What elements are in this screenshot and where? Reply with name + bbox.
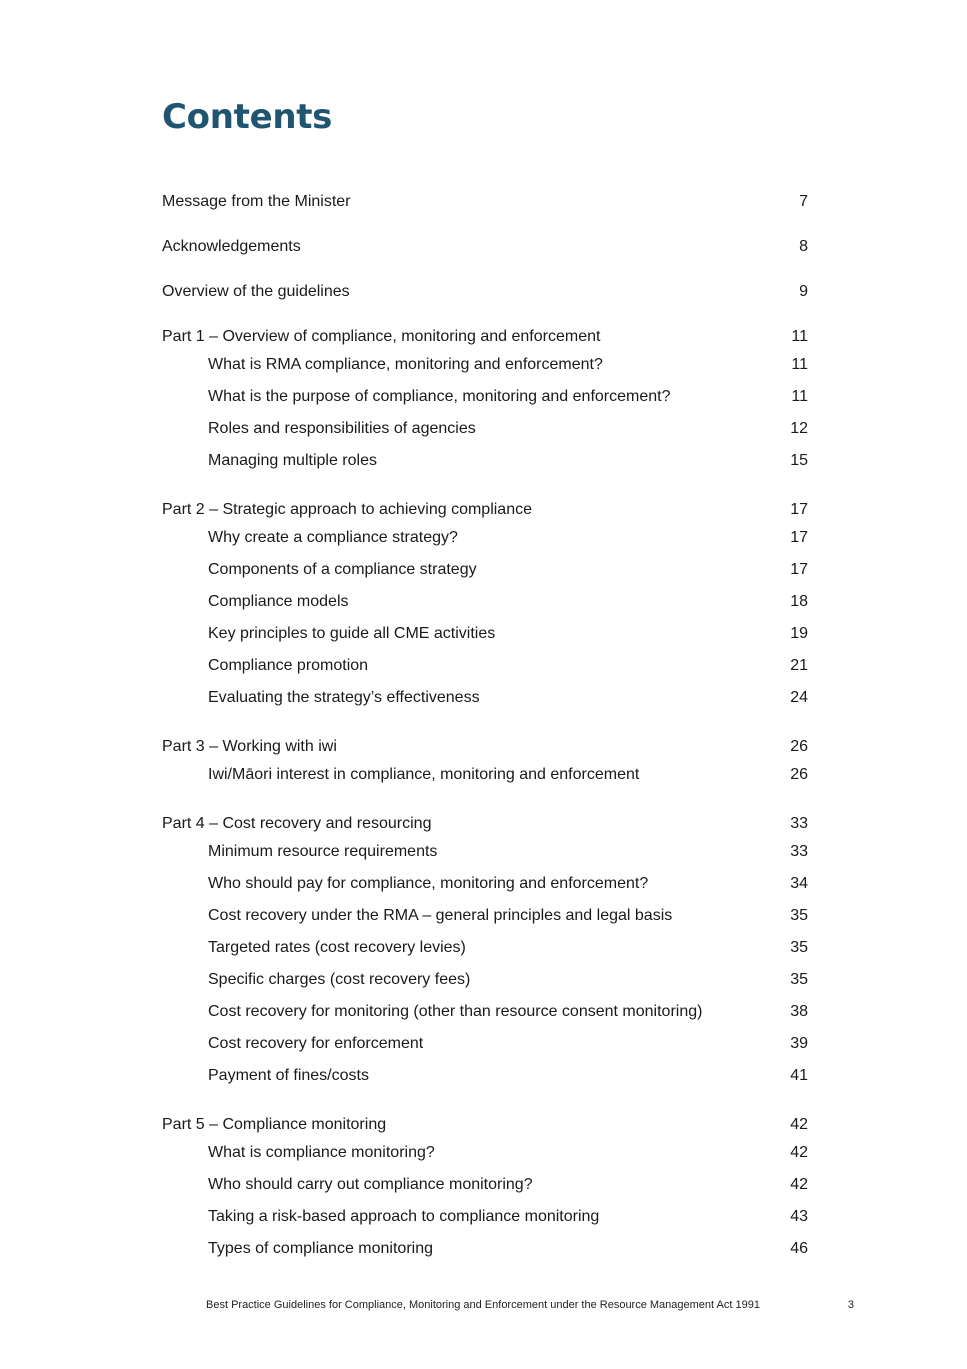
toc-entry-label: Managing multiple roles (208, 452, 377, 469)
toc-entry-page: 26 (790, 738, 808, 755)
table-of-contents (162, 186, 808, 1265)
toc-entry[interactable] (162, 186, 808, 218)
toc-entry-page: 42 (790, 1176, 808, 1193)
toc-entry-page: 12 (790, 420, 808, 437)
toc-entry-label: Iwi/Māori interest in compliance, monitoring and enforcement (208, 766, 640, 783)
toc-entry-page: 24 (790, 689, 808, 706)
toc-entry-label: Part 3 – Working with iwi (162, 738, 337, 755)
toc-sub-entry[interactable] (162, 900, 808, 932)
toc-entry-label: Message from the Minister (162, 193, 351, 210)
toc-sub-entry[interactable] (162, 586, 808, 618)
toc-entry-label: Cost recovery for monitoring (other than resource consent monitoring) (208, 1003, 703, 1020)
toc-entry-page: 42 (790, 1144, 808, 1161)
toc-sub-entry[interactable] (162, 932, 808, 964)
toc-sub-entry[interactable] (162, 996, 808, 1028)
toc-entry-page: 42 (790, 1116, 808, 1133)
toc-part-heading[interactable] (162, 494, 808, 522)
toc-entry[interactable] (162, 276, 808, 308)
toc-sub-entry[interactable] (162, 868, 808, 900)
toc-entry-page: 39 (790, 1035, 808, 1052)
toc-sub-entry[interactable] (162, 413, 808, 445)
toc-entry-label: Acknowledgements (162, 238, 301, 255)
toc-entry-page: 11 (791, 388, 808, 405)
toc-entry-label: Payment of fines/costs (208, 1067, 369, 1084)
toc-entry-label: Part 1 – Overview of compliance, monitoring and enforcement (162, 328, 601, 345)
toc-entry-label: Who should pay for compliance, monitoring and enforcement? (208, 875, 649, 892)
toc-sub-entry[interactable] (162, 650, 808, 682)
toc-entry-page: 19 (790, 625, 808, 642)
toc-sub-entry[interactable] (162, 381, 808, 413)
page-title: Contents (162, 97, 333, 137)
toc-sub-entry[interactable] (162, 1028, 808, 1060)
toc-entry-page: 41 (790, 1067, 808, 1084)
toc-entry-page: 38 (790, 1003, 808, 1020)
toc-part-heading[interactable] (162, 1109, 808, 1137)
toc-sub-entry[interactable] (162, 618, 808, 650)
toc-sub-entry[interactable] (162, 836, 808, 868)
toc-entry-label: Targeted rates (cost recovery levies) (208, 939, 466, 956)
toc-entry-label: Key principles to guide all CME activities (208, 625, 496, 642)
toc-entry-label: Types of compliance monitoring (208, 1240, 433, 1257)
toc-entry-label: Components of a compliance strategy (208, 561, 477, 578)
toc-entry-label: Part 2 – Strategic approach to achieving compliance (162, 501, 532, 518)
toc-sub-entry[interactable] (162, 445, 808, 477)
toc-sub-entry[interactable] (162, 1233, 808, 1265)
toc-sub-entry[interactable] (162, 759, 808, 791)
toc-entry-label: Part 4 – Cost recovery and resourcing (162, 815, 432, 832)
toc-part-heading[interactable] (162, 731, 808, 759)
toc-entry-page: 26 (790, 766, 808, 783)
toc-entry-label: Compliance models (208, 593, 349, 610)
toc-entry-page: 21 (790, 657, 808, 674)
toc-entry-page: 9 (799, 283, 808, 300)
toc-entry-page: 8 (799, 238, 808, 255)
toc-entry-label: Roles and responsibilities of agencies (208, 420, 476, 437)
toc-entry-page: 34 (790, 875, 808, 892)
toc-entry-page: 35 (790, 971, 808, 988)
toc-entry-page: 15 (790, 452, 808, 469)
footer-page-number: 3 (847, 1299, 854, 1311)
toc-entry-label: Specific charges (cost recovery fees) (208, 971, 471, 988)
toc-entry-page: 11 (791, 328, 808, 345)
toc-sub-entry[interactable] (162, 682, 808, 714)
toc-sub-entry[interactable] (162, 1201, 808, 1233)
footer-title: Best Practice Guidelines for Compliance, Monitoring and Enforcement under the Resource Management Act 1991 (206, 1299, 760, 1311)
toc-part-heading[interactable] (162, 808, 808, 836)
toc-entry-label: Overview of the guidelines (162, 283, 350, 300)
toc-entry-page: 18 (790, 593, 808, 610)
toc-sub-entry[interactable] (162, 554, 808, 586)
toc-part-heading[interactable] (162, 321, 808, 349)
toc-entry-page: 43 (790, 1208, 808, 1225)
toc-entry-label: Cost recovery under the RMA – general principles and legal basis (208, 907, 673, 924)
toc-sub-entry[interactable] (162, 522, 808, 554)
toc-entry-label: Taking a risk-based approach to compliance monitoring (208, 1208, 600, 1225)
toc-sub-entry[interactable] (162, 1137, 808, 1169)
toc-entry-label: Minimum resource requirements (208, 843, 438, 860)
toc-entry-page: 33 (790, 843, 808, 860)
toc-entry-label: Part 5 – Compliance monitoring (162, 1116, 387, 1133)
toc-entry-label: Cost recovery for enforcement (208, 1035, 424, 1052)
toc-entry-page: 17 (790, 561, 808, 578)
toc-sub-entry[interactable] (162, 964, 808, 996)
toc-entry[interactable] (162, 231, 808, 263)
toc-entry-label: Who should carry out compliance monitoring? (208, 1176, 533, 1193)
toc-entry-label: What is compliance monitoring? (208, 1144, 435, 1161)
toc-sub-entry[interactable] (162, 1060, 808, 1092)
toc-entry-page: 17 (790, 501, 808, 518)
toc-sub-entry[interactable] (162, 349, 808, 381)
toc-entry-label: What is the purpose of compliance, monitoring and enforcement? (208, 388, 671, 405)
toc-entry-label: Why create a compliance strategy? (208, 529, 458, 546)
toc-entry-page: 11 (791, 356, 808, 373)
toc-entry-label: Evaluating the strategy’s effectiveness (208, 689, 480, 706)
toc-entry-page: 33 (790, 815, 808, 832)
toc-entry-page: 7 (799, 193, 808, 210)
toc-entry-page: 35 (790, 939, 808, 956)
toc-sub-entry[interactable] (162, 1169, 808, 1201)
toc-entry-page: 46 (790, 1240, 808, 1257)
toc-entry-label: Compliance promotion (208, 657, 369, 674)
toc-entry-page: 35 (790, 907, 808, 924)
toc-entry-page: 17 (790, 529, 808, 546)
toc-entry-label: What is RMA compliance, monitoring and enforcement? (208, 356, 603, 373)
